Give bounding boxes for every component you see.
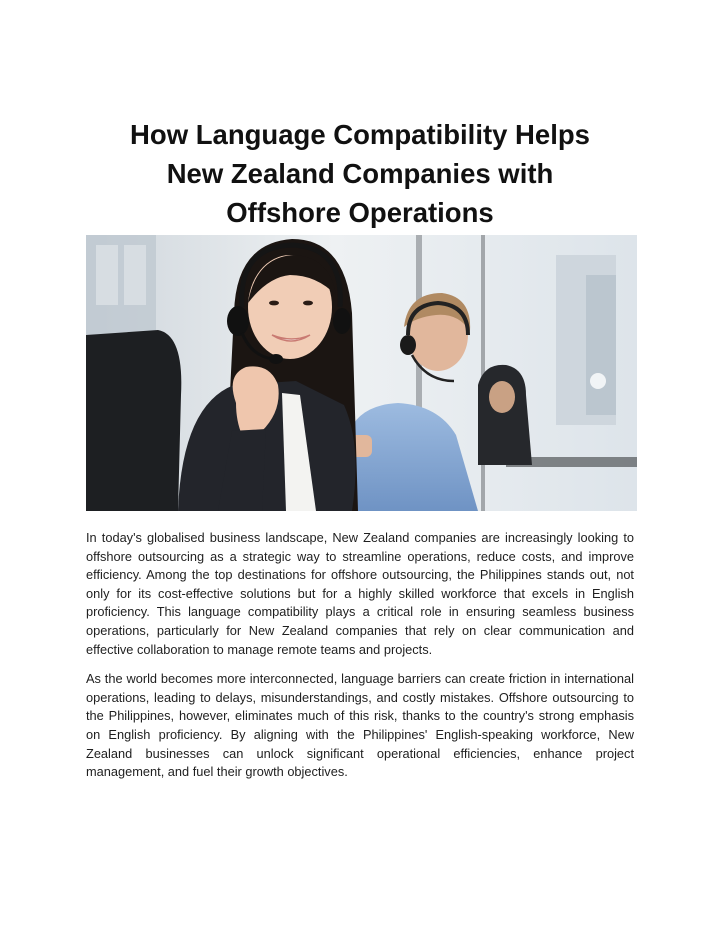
- paragraph: As the world becomes more interconnected, language barriers can create friction in international operations, leading to delays, misunderstandings, and costly mistakes. Offshore outsourcing to the Philippines, however, eliminates much of this risk, thanks to the country's strong emphasis on English proficiency. By aligning with the Philippines' English-speaking workforce, New Zealand businesses can unlock significant operational efficiencies, enhance project management, and fuel their growth objectives.: [86, 671, 634, 780]
- call-center-illustration: [86, 235, 637, 511]
- article-body: [86, 529, 634, 793]
- title-line: Offshore Operations: [226, 197, 494, 229]
- title-line: New Zealand Companies with: [166, 158, 554, 190]
- title-line: How Language Compatibility Helps: [130, 119, 590, 151]
- paragraph: In today's globalised business landscape, New Zealand companies are increasingly looking to offshore outsourcing as a strategic way to streamline operations, reduce costs, and improve efficiency. Among the top destinations for offshore outsourcing, the Philippines stands out, not only for its cost-effective solutions but for a highly skilled workforce that excels in English proficiency. This language compatibility plays a critical role in ensuring seamless business operations, particularly for New Zealand companies that rely on clear communication and effective collaboration to manage remote teams and projects.: [86, 530, 634, 657]
- document-title: [86, 115, 634, 232]
- hero-photo: [86, 235, 637, 511]
